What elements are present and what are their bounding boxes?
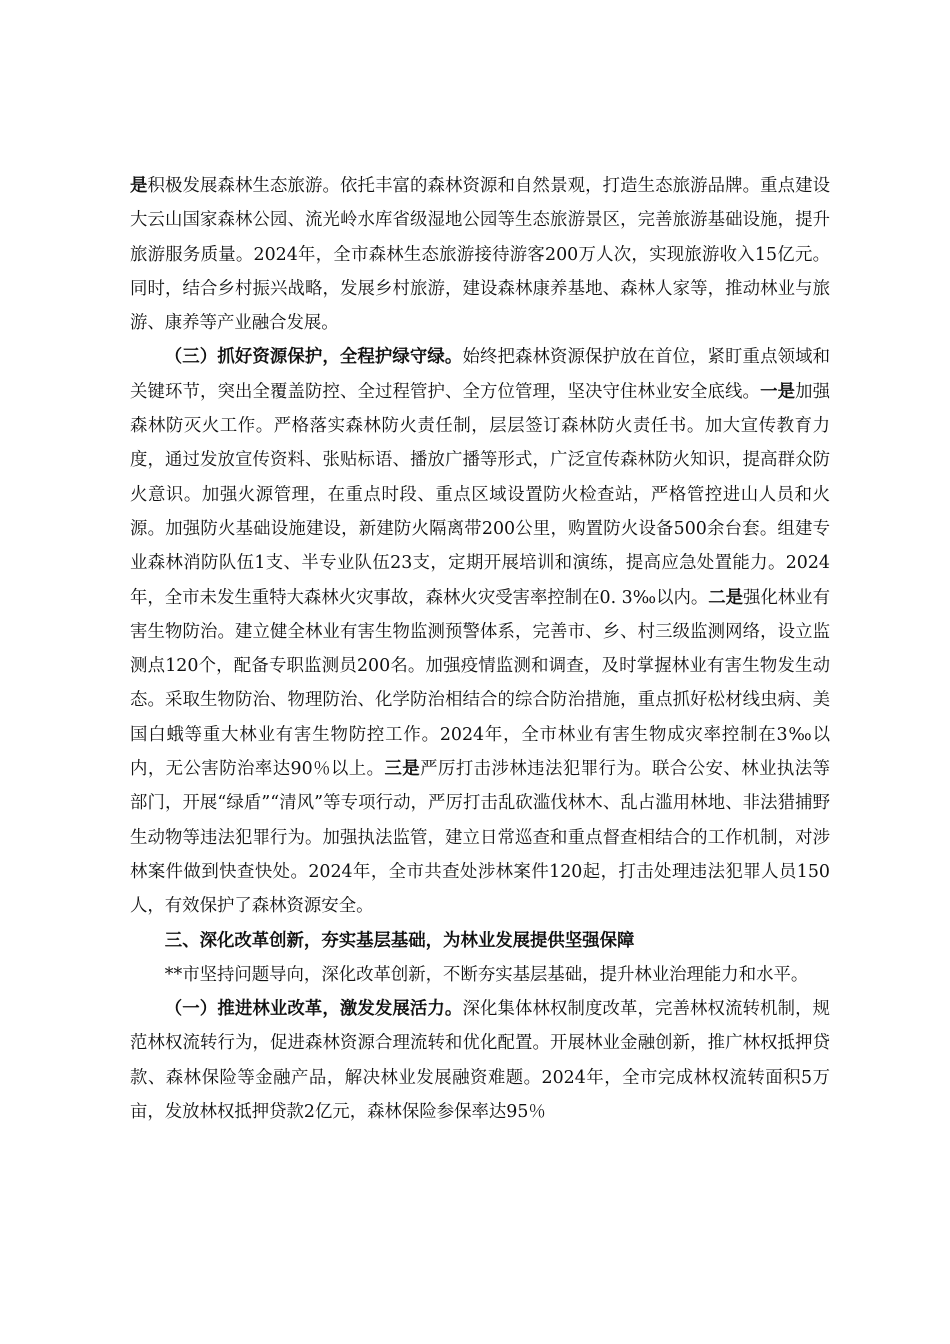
paragraph-text: 积极发展森林生态旅游。依托丰富的森林资源和自然景观，打造生态旅游品牌。重点建设大云山国家森林公园、流光岭水库省级湿地公园等生态旅游景区，完善旅游基础设施，提升旅游服务质量。2024年，全市森林生态旅游接待游客200万人次，实现旅游收入15亿元。同时，结合乡村振兴战略，发展乡村旅游，建设森林康养基地、森林人家等，推动林业与旅游、康养等产业融合发展。 (130, 176, 830, 334)
paragraph-text: 深化集体林权制度改革，完善林权流转机制，规范林权流转行为，促进森林资源合理流转和优化配置。开展林业金融创新，推广林权抵押贷款、森林保险等金融产品，解决林业发展融资难题。2024年，全市完成林权流转面积5万亩，发放林权抵押贷款2亿元，森林保险参保率达95％ (130, 999, 830, 1123)
item-marker-1: 一是 (760, 381, 796, 402)
subsection-heading-3: （三）抓好资源保护，全程护绿守绿。 (164, 347, 463, 368)
subsection-heading-1: （一）推进林业改革，激发发展活力。 (164, 999, 463, 1020)
item-marker-3: 三是 (384, 759, 421, 780)
paragraph-forestry-reform (130, 992, 830, 1129)
section-heading: 三、深化改革创新，夯实基层基础，为林业发展提供坚强保障 (164, 930, 635, 951)
paragraph-resource-protection (130, 340, 830, 923)
paragraph-lead-marker: 是 (130, 176, 148, 196)
paragraph-forest-tourism (130, 169, 830, 340)
paragraph-text: 严厉打击涉林违法犯罪行为。联合公安、林业执法等部门，开展“绿盾”“清风”等专项行动，严厉打击乱砍滥伐林木、乱占滥用林地、非法猎捕野生动物等违法犯罪行为。加强执法监管，建立日常巡查和重点督查相结合的工作机制，对涉林案件做到快查快处。2024年，全市共查处涉林案件120起，打击处理违法犯罪人员150人，有效保护了森林资源安全。 (130, 759, 830, 917)
document-body (130, 169, 830, 1129)
paragraph-text: 加强森林防灭火工作。严格落实森林防火责任制，层层签订森林防火责任书。加大宣传教育力度，通过发放宣传资料、张贴标语、播放广播等形式，广泛宣传森林防火知识，提高群众防火意识。加强火源管理，在重点时段、重点区域设置防火检查站，严格管控进山人员和火源。加强防火基础设施建设，新建防火隔离带200公里，购置防火设备500余台套。组建专业森林消防队伍1支、半专业队伍23支，定期开展培训和演练，提高应急处置能力。2024年，全市未发生重特大森林火灾事故，森林火灾受害率控制在0. 3‰以内。 (130, 381, 830, 608)
paragraph-text: 强化林业有害生物防治。建立健全林业有害生物监测预警体系，完善市、乡、村三级监测网络，设立监测点120个，配备专职监测员200名。加强疫情监测和调查，及时掌握林业有害生物发生动态。采取生物防治、物理防治、化学防治相结合的综合防治措施，重点抓好松材线虫病、美国白蛾等重大林业有害生物防控工作。2024年，全市林业有害生物成灾率控制在3‰以内，无公害防治率达90％以上。 (130, 587, 831, 780)
paragraph-section-intro: **市坚持问题导向，深化改革创新，不断夯实基层基础，提升林业治理能力和水平。 (164, 964, 809, 985)
paragraph-text: 始终把森林资源保护放在首位，紧盯重点领域和关键环节，突出全覆盖防控、全过程管护、全方位管理，坚决守住林业安全底线。 (130, 347, 830, 402)
item-marker-2: 二是 (708, 587, 744, 608)
